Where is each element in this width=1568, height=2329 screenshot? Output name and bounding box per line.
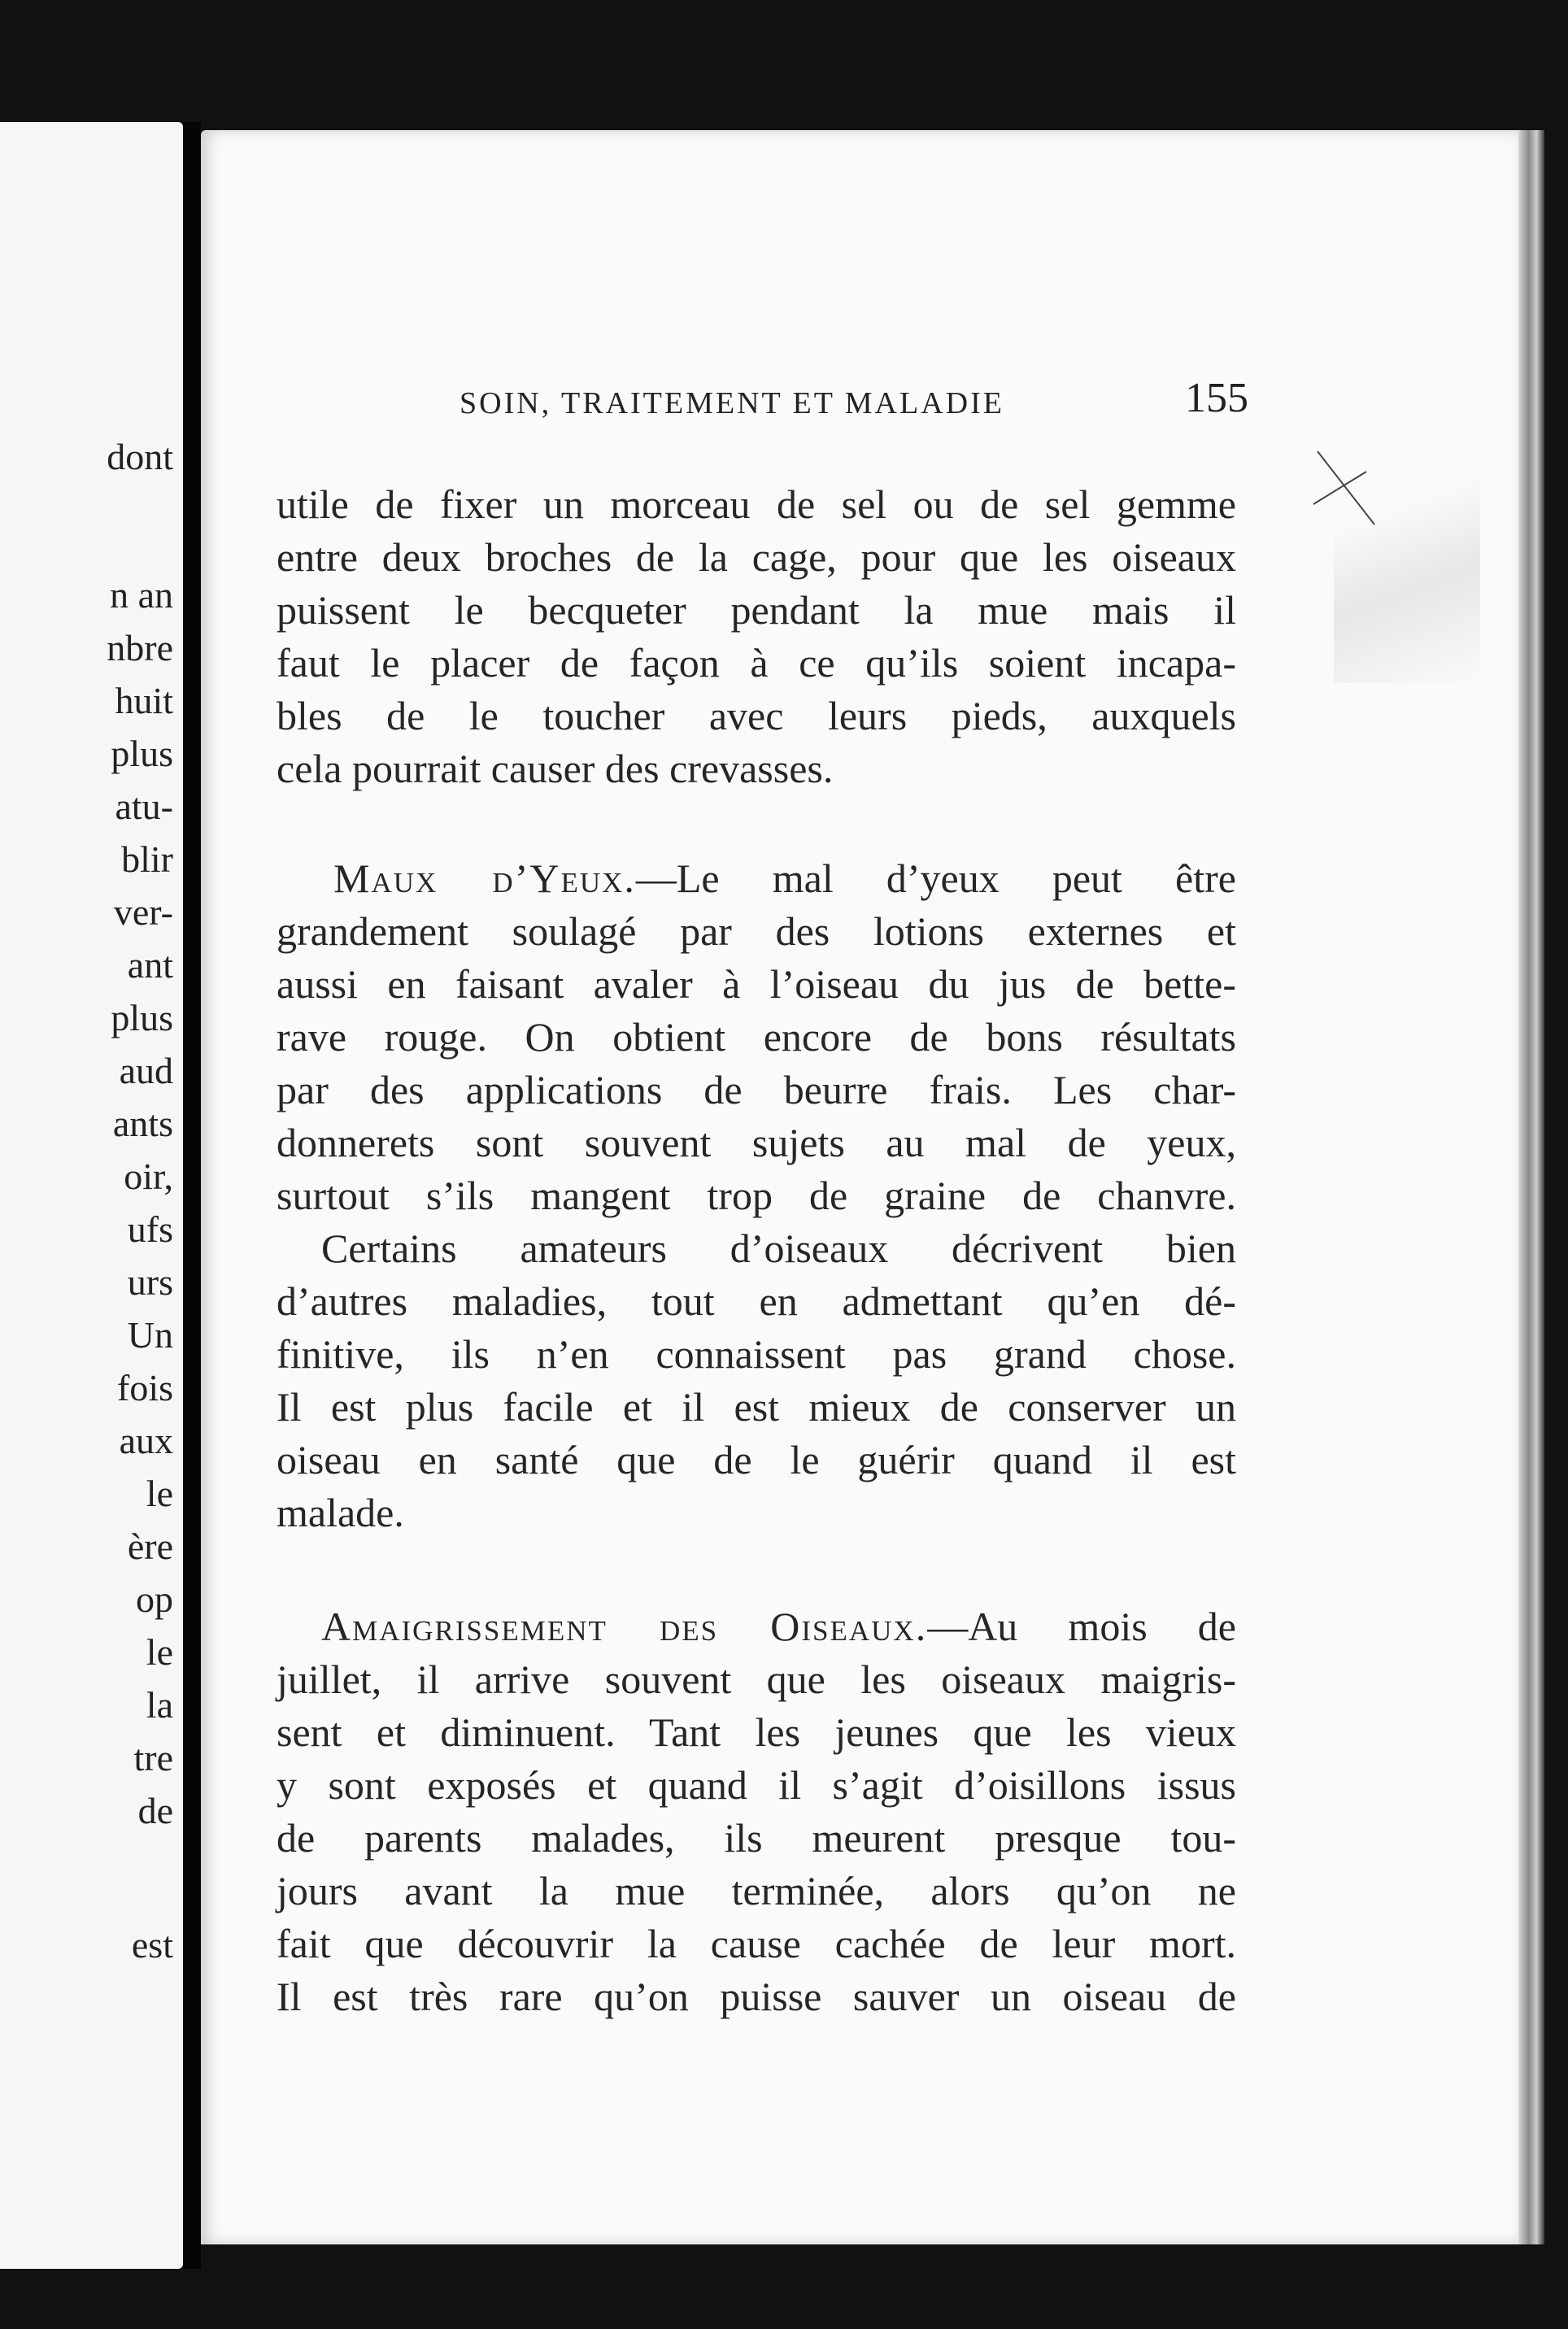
text-line: sent et diminuent. Tant les jeunes que les vieux xyxy=(277,1709,1236,1755)
text-line: Il est très rare qu’on puisse sauver un oiseau de xyxy=(277,1974,1236,2019)
text-line: Il est plus facile et il est mieux de conserver un xyxy=(277,1384,1236,1430)
page-edge xyxy=(1518,130,1544,2244)
left-fragment: op xyxy=(136,1578,173,1620)
text-line: surtout s’ils mangent trop de graine de chanvre. xyxy=(277,1173,1236,1218)
text-line: par des applications de beurre frais. Les char- xyxy=(277,1067,1236,1112)
text-line: de parents malades, ils meurent presque tou- xyxy=(277,1815,1236,1861)
left-fragment: huit xyxy=(115,680,173,721)
left-fragment: le xyxy=(146,1631,173,1673)
text-line: malade. xyxy=(277,1490,404,1535)
paragraph-1 xyxy=(277,480,1236,805)
pencil-x-mark-icon xyxy=(1309,447,1383,529)
left-fragment: Un xyxy=(127,1314,173,1356)
left-fragment: est xyxy=(131,1924,173,1966)
left-fragment: aux xyxy=(119,1420,173,1461)
text-line: oiseau en santé que de le guérir quand il est xyxy=(277,1437,1236,1482)
paragraph-4 xyxy=(277,1602,1236,2033)
text-line: aussi en faisant avaler à l’oiseau du jus de bette- xyxy=(277,961,1236,1007)
left-fragment: atu- xyxy=(115,786,173,827)
left-fragment: tre xyxy=(133,1737,173,1778)
left-fragment: fois xyxy=(117,1367,173,1408)
text-line: bles de le toucher avec leurs pieds, auxquels xyxy=(277,693,1236,738)
text-line: cela pourrait causer des crevasses. xyxy=(277,746,834,791)
text-line: grandement soulagé par des lotions externes et xyxy=(277,908,1236,954)
paragraph-3 xyxy=(277,1224,1236,1549)
paragraph-2 xyxy=(277,854,1236,1228)
left-fragment: ère xyxy=(127,1526,173,1567)
left-fragment: ant xyxy=(127,944,173,986)
left-fragment: oir, xyxy=(124,1156,173,1197)
left-page-text xyxy=(11,122,173,2269)
left-fragment: ants xyxy=(112,1103,173,1144)
left-fragment: plus xyxy=(111,733,173,774)
left-fragment: urs xyxy=(127,1261,173,1303)
left-fragment: plus xyxy=(111,997,173,1038)
text-line: Certains amateurs d’oiseaux décrivent bien xyxy=(321,1225,1236,1271)
text-line: y sont exposés et quand il s’agit d’oisillons issus xyxy=(277,1762,1236,1808)
section-heading-line xyxy=(277,1602,1236,1651)
left-fragment: la xyxy=(146,1684,173,1726)
text-line: finitive, ils n’en connaissent pas grand chose. xyxy=(277,1331,1236,1377)
book-gutter xyxy=(183,122,201,2269)
left-page xyxy=(0,122,183,2269)
text-line: d’autres maladies, tout en admettant qu’en dé- xyxy=(277,1278,1236,1324)
left-fragment: nbre xyxy=(107,627,173,668)
text-line: donnerets sont souvent sujets au mal de yeux, xyxy=(277,1120,1236,1165)
left-fragment: de xyxy=(137,1790,173,1831)
text-line: jours avant la mue terminée, alors qu’on ne xyxy=(277,1868,1236,1913)
text-line: fait que découvrir la cause cachée de leur mort. xyxy=(277,1921,1236,1966)
text-line: juillet, il arrive souvent que les oiseaux maigris- xyxy=(277,1656,1236,1702)
left-fragment: blir xyxy=(121,838,173,880)
page-number: 155 xyxy=(1185,375,1248,421)
left-fragment: ufs xyxy=(127,1208,173,1250)
heading-line-text: —Le mal d’yeux peut être xyxy=(635,855,1236,901)
text-line: faut le placer de façon à ce qu’ils soient incapa- xyxy=(277,640,1236,686)
section-heading: Amaigrissement des Oiseaux. xyxy=(321,1604,928,1649)
left-fragment: dont xyxy=(107,436,173,477)
running-header xyxy=(460,374,1248,431)
text-line: utile de fixer un morceau de sel ou de sel gemme xyxy=(277,481,1236,527)
section-heading: Maux d’Yeux. xyxy=(333,855,636,901)
running-title: SOIN, TRAITEMENT ET MALADIE xyxy=(460,386,1004,420)
section-heading-line xyxy=(277,854,1236,903)
left-fragment: aud xyxy=(119,1050,173,1091)
left-fragment: n an xyxy=(110,574,173,616)
text-line: puissent le becqueter pendant la mue mais il xyxy=(277,587,1236,633)
text-line: rave rouge. On obtient encore de bons résultats xyxy=(277,1014,1236,1060)
text-line: entre deux broches de la cage, pour que les oiseaux xyxy=(277,534,1236,580)
left-fragment: le xyxy=(146,1473,173,1514)
heading-line-text: —Au mois de xyxy=(927,1604,1236,1649)
left-fragment: ver- xyxy=(113,891,173,933)
